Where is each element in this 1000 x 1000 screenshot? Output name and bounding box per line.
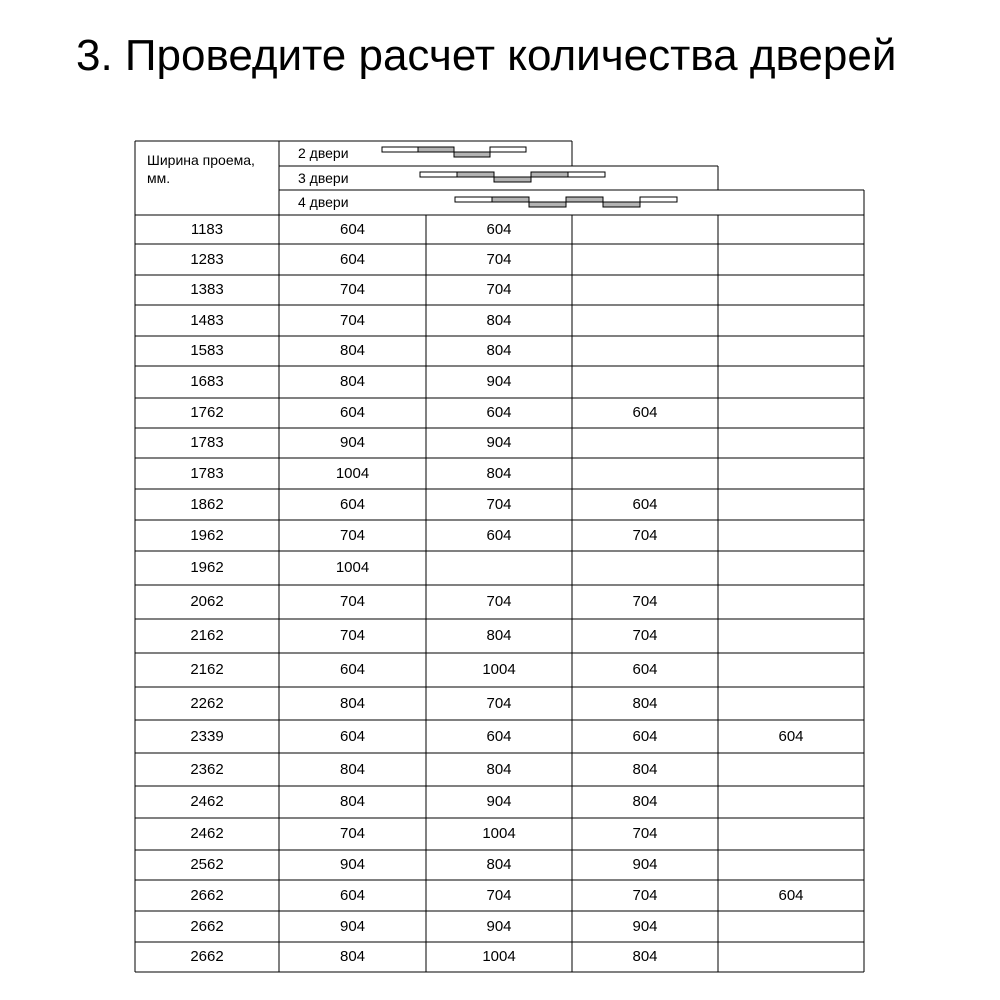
- opening-width-cell: 1962: [190, 559, 224, 576]
- opening-width-cell: 1783: [190, 464, 224, 482]
- door-width-cell: 604: [632, 727, 658, 745]
- door-panel-icon: [382, 147, 418, 152]
- door-width-cell: 704: [486, 886, 512, 904]
- opening-width-cell: 2462: [190, 825, 224, 842]
- opening-width-cell: 1762: [190, 404, 224, 421]
- door-width-cell: 704: [486, 694, 512, 712]
- door-width-cell: 704: [339, 627, 366, 644]
- door-panel-icon: [494, 177, 531, 182]
- door-width-cell: 1004: [482, 825, 516, 842]
- opening-width-cell: 2562: [190, 856, 224, 873]
- door-panel-icon: [603, 202, 640, 207]
- door-width-cell: 804: [486, 311, 512, 329]
- door-width-cell: 804: [486, 342, 512, 359]
- opening-width-cell: 2662: [190, 917, 224, 935]
- door-width-cell: 604: [486, 727, 512, 745]
- door-panel-icon: [568, 172, 605, 177]
- door-width-cell: 804: [339, 342, 366, 359]
- door-width-cell: 604: [778, 886, 804, 904]
- door-width-cell: 604: [339, 220, 366, 238]
- door-width-cell: 904: [632, 856, 658, 873]
- door-width-cell: 604: [339, 250, 366, 268]
- opening-width-cell: 1483: [190, 311, 224, 329]
- door-width-cell: 804: [486, 760, 512, 778]
- door-width-cell: 804: [632, 793, 658, 810]
- door-width-cell: 704: [632, 825, 658, 842]
- door-panel-icon: [492, 197, 529, 202]
- opening-width-cell: 2339: [190, 727, 224, 745]
- door-width-cell: 604: [486, 404, 512, 421]
- door-width-cell: 804: [486, 856, 512, 873]
- door-config-label: 4 двери: [298, 194, 349, 210]
- door-width-cell: 604: [339, 661, 366, 678]
- door-width-cell: 704: [486, 281, 512, 298]
- door-width-cell: 704: [339, 593, 366, 610]
- opening-width-cell: 2462: [190, 793, 224, 810]
- door-width-cell: 904: [486, 793, 512, 810]
- door-width-cell: 1004: [482, 661, 516, 678]
- door-config-label: 2 двери: [298, 145, 349, 161]
- door-width-cell: 904: [486, 917, 512, 935]
- opening-width-cell: 2162: [190, 627, 224, 644]
- opening-width-cell: 2262: [190, 694, 224, 712]
- door-width-cell: 604: [632, 404, 658, 421]
- door-width-cell: 604: [339, 886, 366, 904]
- door-width-cell: 704: [632, 526, 658, 544]
- door-panel-icon: [566, 197, 603, 202]
- door-width-cell: 604: [632, 495, 658, 513]
- door-width-cell: 704: [632, 593, 658, 610]
- page-title: 3. Проведите расчет количества дверей: [76, 31, 897, 80]
- door-width-cell: 604: [632, 661, 658, 678]
- door-width-cell: 1004: [335, 559, 370, 576]
- opening-width-cell: 1783: [190, 434, 224, 451]
- door-width-cell: 604: [486, 526, 512, 544]
- door-width-cell: 704: [486, 495, 512, 513]
- door-width-cell: 804: [339, 948, 366, 965]
- door-width-cell: 704: [632, 627, 658, 644]
- door-width-cell: 604: [339, 727, 366, 745]
- door-panel-icon: [454, 152, 490, 157]
- width-column-header: Ширина проема, мм.: [147, 152, 255, 186]
- opening-width-cell: 1583: [190, 342, 224, 359]
- door-width-cell: 804: [339, 793, 366, 810]
- door-width-cell: 804: [632, 694, 658, 712]
- door-width-cell: 604: [486, 220, 512, 238]
- door-width-cell: 804: [632, 760, 658, 778]
- door-width-cell: 704: [339, 311, 366, 329]
- door-width-cell: 804: [486, 464, 512, 482]
- door-width-cell: 704: [339, 825, 366, 842]
- door-panel-icon: [457, 172, 494, 177]
- door-width-cell: 804: [339, 373, 366, 390]
- opening-width-cell: 2162: [190, 661, 224, 678]
- door-width-cell: 804: [339, 760, 366, 778]
- door-panel-icon: [418, 147, 454, 152]
- door-width-cell: 804: [486, 627, 512, 644]
- door-width-cell: 904: [339, 917, 366, 935]
- opening-width-cell: 2662: [190, 886, 224, 904]
- opening-width-cell: 2062: [190, 593, 224, 610]
- door-width-cell: 704: [486, 593, 512, 610]
- opening-width-cell: 1962: [190, 526, 224, 544]
- opening-width-cell: 1862: [190, 495, 224, 513]
- door-width-cell: 804: [339, 694, 366, 712]
- door-width-cell: 604: [778, 727, 804, 745]
- door-width-cell: 904: [486, 434, 512, 451]
- opening-width-cell: 1283: [190, 250, 224, 268]
- door-panel-icon: [455, 197, 492, 202]
- door-width-cell: 604: [339, 404, 366, 421]
- door-width-cell: 904: [339, 856, 366, 873]
- door-width-cell: 904: [339, 434, 366, 451]
- opening-width-cell: 1683: [190, 373, 224, 390]
- door-width-cell: 604: [339, 495, 366, 513]
- door-width-cell: 704: [486, 250, 512, 268]
- door-panel-icon: [529, 202, 566, 207]
- door-width-cell: 904: [486, 373, 512, 390]
- opening-width-cell: 1383: [190, 281, 224, 298]
- door-width-cell: 704: [632, 886, 658, 904]
- door-panel-icon: [420, 172, 457, 177]
- door-width-cell: 704: [339, 281, 366, 298]
- door-panel-icon: [531, 172, 568, 177]
- door-panel-icon: [640, 197, 677, 202]
- door-config-label: 3 двери: [298, 170, 349, 186]
- door-width-cell: 704: [339, 526, 366, 544]
- door-width-cell: 904: [632, 917, 658, 935]
- door-width-cell: 1004: [335, 464, 370, 482]
- opening-width-cell: 1183: [190, 220, 224, 238]
- door-width-cell: 804: [632, 948, 658, 965]
- opening-width-cell: 2662: [190, 948, 224, 965]
- opening-width-cell: 2362: [190, 760, 224, 778]
- door-panel-icon: [490, 147, 526, 152]
- door-width-cell: 1004: [482, 948, 516, 965]
